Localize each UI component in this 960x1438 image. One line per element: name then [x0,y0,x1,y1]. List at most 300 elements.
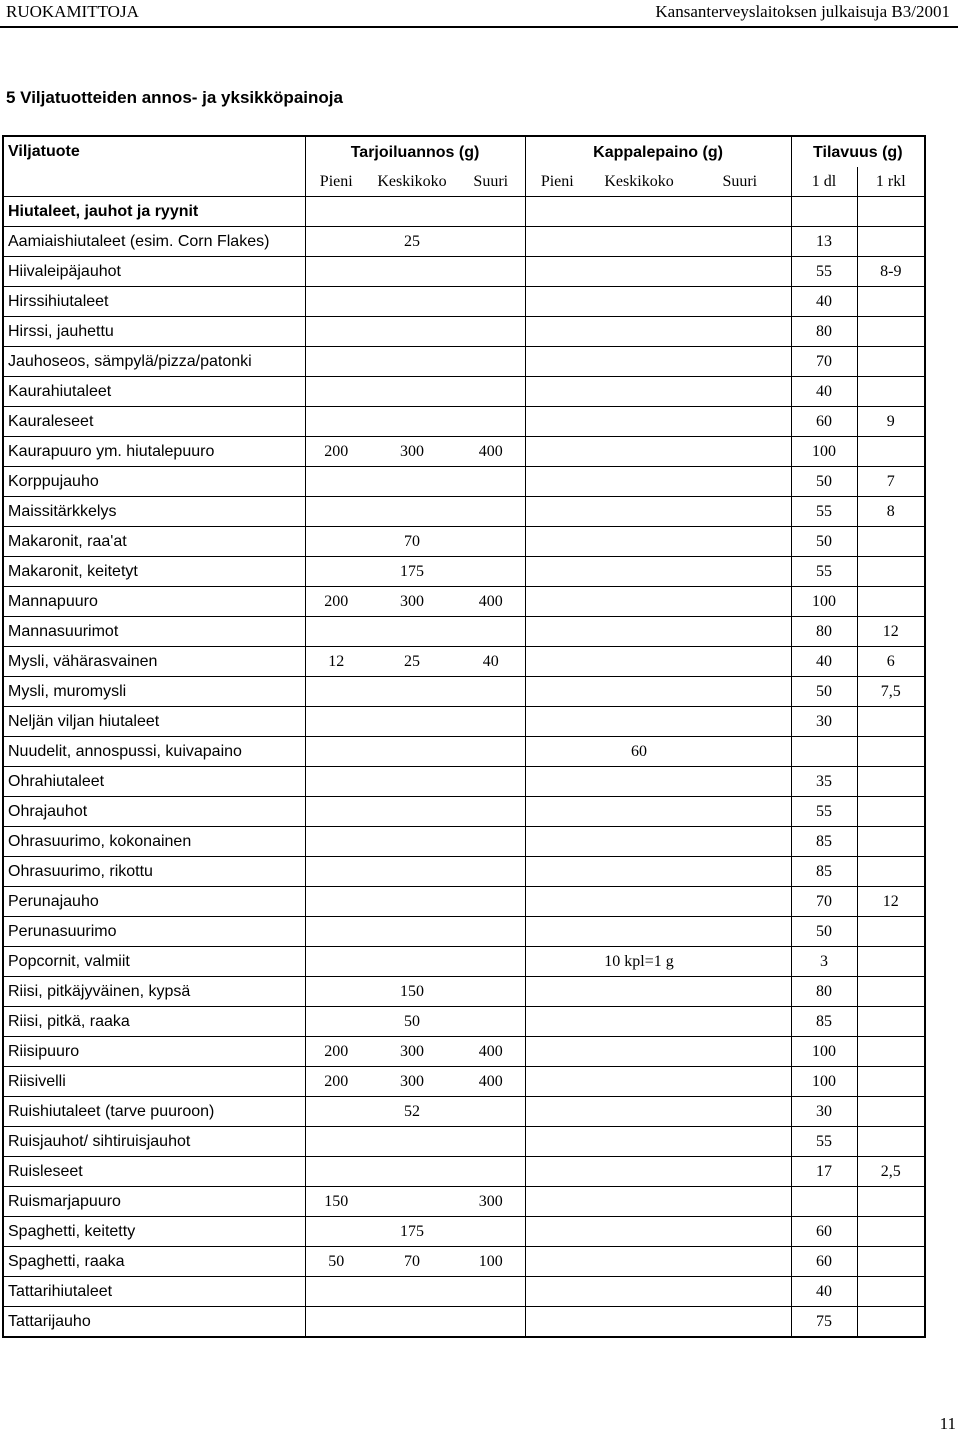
table-row [3,437,925,467]
value-cell [305,707,367,737]
value-cell [857,587,925,617]
value-cell [367,857,457,887]
value-cell [589,227,689,257]
value-cell [689,827,791,857]
value-cell [589,377,689,407]
value-cell: 10 kpl=1 g [589,947,689,977]
value-cell [689,1277,791,1307]
group-header-piece: Kappalepaino (g) [525,136,791,167]
value-cell [589,767,689,797]
table-row [3,917,925,947]
value-cell [457,947,525,977]
table-row [3,497,925,527]
value-cell [305,347,367,377]
table-row [3,1307,925,1338]
product-name-cell: Neljän viljan hiutaleet [3,707,305,737]
value-cell [589,647,689,677]
value-cell [305,1307,367,1338]
table-row [3,677,925,707]
product-name-cell: Hirssi, jauhettu [3,317,305,347]
value-cell [689,737,791,767]
product-name-cell: Ohrajauhot [3,797,305,827]
value-cell: 55 [791,797,857,827]
value-cell [525,1247,589,1277]
product-name-cell: Popcornit, valmiit [3,947,305,977]
value-cell [689,1037,791,1067]
table-row [3,527,925,557]
table-row [3,827,925,857]
value-cell [689,857,791,887]
value-cell: 70 [367,1247,457,1277]
value-cell [525,1127,589,1157]
value-cell [525,317,589,347]
value-cell: 60 [791,407,857,437]
value-cell [305,377,367,407]
subheader-cell: 1 rkl [857,167,925,197]
value-cell: 50 [791,677,857,707]
value-cell [689,527,791,557]
product-name-cell: Ohrasuurimo, kokonainen [3,827,305,857]
value-cell [689,977,791,1007]
value-cell: 50 [791,527,857,557]
table-row [3,1277,925,1307]
value-cell [589,527,689,557]
value-cell [589,1277,689,1307]
value-cell [525,857,589,887]
value-cell [457,227,525,257]
value-cell [305,317,367,347]
value-cell [457,857,525,887]
product-name-cell: Kaurahiutaleet [3,377,305,407]
value-cell [457,317,525,347]
value-cell [305,857,367,887]
value-cell [367,1127,457,1157]
value-cell [857,377,925,407]
value-cell [689,1127,791,1157]
value-cell [589,917,689,947]
value-cell [305,407,367,437]
value-cell [689,1067,791,1097]
value-cell [305,497,367,527]
value-cell [457,1007,525,1037]
value-cell: 13 [791,227,857,257]
value-cell [589,1157,689,1187]
value-cell: 300 [367,587,457,617]
value-cell [457,617,525,647]
table-row [3,557,925,587]
value-cell: 7 [857,467,925,497]
value-cell [689,1247,791,1277]
value-cell [857,347,925,377]
value-cell: 400 [457,1037,525,1067]
value-cell: 55 [791,1127,857,1157]
value-cell [305,287,367,317]
value-cell [689,557,791,587]
value-cell [367,827,457,857]
value-cell: 300 [367,1037,457,1067]
value-cell [589,887,689,917]
group-label: Hiutaleet, jauhot ja ryynit [3,197,305,227]
value-cell [305,737,367,767]
product-name-cell: Ohrasuurimo, rikottu [3,857,305,887]
value-cell [525,377,589,407]
value-cell [367,797,457,827]
value-cell: 150 [305,1187,367,1217]
group-header-serving: Tarjoiluannos (g) [305,136,525,167]
value-cell [457,827,525,857]
product-name-cell: Makaronit, raa'at [3,527,305,557]
value-cell: 30 [791,707,857,737]
value-cell [305,617,367,647]
value-cell [305,887,367,917]
value-cell [525,407,589,437]
value-cell [589,677,689,707]
value-cell [367,947,457,977]
value-cell [367,917,457,947]
value-cell [857,1037,925,1067]
value-cell [525,647,589,677]
value-cell [457,797,525,827]
product-name-cell: Tattarijauho [3,1307,305,1338]
value-cell [367,677,457,707]
product-name-cell: Riisivelli [3,1067,305,1097]
value-cell: 12 [305,647,367,677]
value-cell [689,317,791,347]
value-cell: 7,5 [857,677,925,707]
product-name-cell: Aamiaishiutaleet (esim. Corn Flakes) [3,227,305,257]
value-cell [457,917,525,947]
value-cell [589,707,689,737]
value-cell: 55 [791,257,857,287]
value-cell [305,467,367,497]
value-cell [525,1097,589,1127]
value-cell [589,1307,689,1338]
value-cell [457,527,525,557]
product-name-cell: Hiivaleipäjauhot [3,257,305,287]
value-cell [367,407,457,437]
value-cell: 8-9 [857,257,925,287]
value-cell [305,947,367,977]
value-cell: 40 [791,647,857,677]
value-cell: 100 [791,587,857,617]
value-cell [525,1187,589,1217]
value-cell [589,287,689,317]
value-cell [457,1157,525,1187]
value-cell: 100 [457,1247,525,1277]
group-row [3,197,925,227]
header-right: Kansanterveyslaitoksen julkaisuja B3/2001 [655,2,950,21]
product-name-cell: Riisipuuro [3,1037,305,1067]
value-cell: 17 [791,1157,857,1187]
value-cell [857,1067,925,1097]
value-cell: 200 [305,437,367,467]
table-row [3,287,925,317]
value-cell: 35 [791,767,857,797]
value-cell [525,947,589,977]
value-cell [689,647,791,677]
value-cell: 70 [791,887,857,917]
value-cell [689,1007,791,1037]
subheader-cell: Keskikoko [367,167,457,197]
value-cell [857,1127,925,1157]
value-cell [457,887,525,917]
value-cell [457,1277,525,1307]
value-cell [367,617,457,647]
value-cell [457,677,525,707]
value-cell: 100 [791,1067,857,1097]
product-name-cell: Mannasuurimot [3,617,305,647]
value-cell: 52 [367,1097,457,1127]
value-cell [367,317,457,347]
value-cell [689,887,791,917]
value-cell [857,317,925,347]
value-cell: 40 [791,287,857,317]
value-cell [689,377,791,407]
value-cell [857,1217,925,1247]
value-cell: 75 [791,1307,857,1338]
value-cell [589,497,689,527]
value-cell [457,1097,525,1127]
value-cell: 40 [791,1277,857,1307]
value-cell [589,1037,689,1067]
table-row [3,227,925,257]
value-cell [525,917,589,947]
value-cell [525,827,589,857]
value-cell [857,797,925,827]
value-cell [689,707,791,737]
table-row [3,797,925,827]
value-cell [525,767,589,797]
value-cell [589,1127,689,1157]
value-cell: 60 [589,737,689,767]
value-cell [857,737,925,767]
table-row [3,617,925,647]
value-cell [457,467,525,497]
value-cell: 70 [791,347,857,377]
value-cell: 55 [791,497,857,527]
value-cell [367,287,457,317]
value-cell [305,797,367,827]
value-cell [457,1307,525,1338]
product-name-cell: Mysli, muromysli [3,677,305,707]
value-cell [367,1277,457,1307]
product-name-cell: Perunajauho [3,887,305,917]
value-cell [305,1217,367,1247]
table-row [3,1037,925,1067]
value-cell [689,947,791,977]
value-cell [689,797,791,827]
value-cell [457,347,525,377]
value-cell [525,1307,589,1338]
value-cell [857,557,925,587]
value-cell [305,557,367,587]
value-cell [457,407,525,437]
value-cell [525,467,589,497]
product-name-cell: Jauhoseos, sämpylä/pizza/patonki [3,347,305,377]
value-cell [689,1097,791,1127]
value-cell [689,227,791,257]
value-cell [857,767,925,797]
subheader-cell: 1 dl [791,167,857,197]
value-cell [367,767,457,797]
value-cell: 40 [457,647,525,677]
value-cell [457,977,525,1007]
value-cell [689,497,791,527]
value-cell [857,437,925,467]
product-name-cell: Hirssihiutaleet [3,287,305,317]
value-cell [305,827,367,857]
value-cell [457,497,525,527]
value-cell [525,1277,589,1307]
value-cell [689,407,791,437]
col-header-product: Viljatuote [3,136,305,197]
value-cell [457,377,525,407]
value-cell [857,287,925,317]
value-cell [525,1037,589,1067]
table-row [3,1187,925,1217]
value-cell: 100 [791,437,857,467]
table-row [3,707,925,737]
value-cell [367,347,457,377]
value-cell: 100 [791,1037,857,1067]
subheader-cell: Pieni [305,167,367,197]
value-cell: 55 [791,557,857,587]
value-cell: 85 [791,827,857,857]
value-cell [367,737,457,767]
value-cell [689,1217,791,1247]
table-row [3,1007,925,1037]
table-row [3,1217,925,1247]
table-row [3,257,925,287]
table-row [3,737,925,767]
value-cell [689,1307,791,1338]
value-cell [457,707,525,737]
value-cell [525,887,589,917]
value-cell: 8 [857,497,925,527]
page-number: 11 [939,1414,956,1433]
value-cell [525,797,589,827]
product-name-cell: Perunasuurimo [3,917,305,947]
value-cell [689,437,791,467]
value-cell [689,767,791,797]
value-cell: 175 [367,557,457,587]
value-cell [525,1067,589,1097]
value-cell [305,1007,367,1037]
value-cell: 50 [791,467,857,497]
value-cell [525,437,589,467]
product-name-cell: Nuudelit, annospussi, kuivapaino [3,737,305,767]
value-cell [525,617,589,647]
value-cell: 175 [367,1217,457,1247]
value-cell [367,257,457,287]
value-cell: 200 [305,1037,367,1067]
table-header-row [3,136,925,167]
section-title: 5 Viljatuotteiden annos- ja yksikköpainoja [6,88,343,107]
value-cell [589,587,689,617]
value-cell [689,257,791,287]
value-cell [689,1157,791,1187]
value-cell [857,857,925,887]
value-cell [857,1247,925,1277]
value-cell [525,587,589,617]
table-row [3,647,925,677]
value-cell [457,557,525,587]
value-cell [857,527,925,557]
product-name-cell: Korppujauho [3,467,305,497]
value-cell [689,677,791,707]
value-cell [525,707,589,737]
value-cell [589,1097,689,1127]
value-cell: 400 [457,437,525,467]
value-cell: 50 [305,1247,367,1277]
value-cell [689,587,791,617]
value-cell [857,1007,925,1037]
value-cell [525,737,589,767]
value-cell [857,1097,925,1127]
product-name-cell: Ruismarjapuuro [3,1187,305,1217]
value-cell [305,527,367,557]
value-cell [525,677,589,707]
value-cell [457,767,525,797]
value-cell: 150 [367,977,457,1007]
value-cell [525,527,589,557]
header-rule [0,26,958,28]
value-cell [457,737,525,767]
product-name-cell: Mysli, vähärasvainen [3,647,305,677]
value-cell [857,947,925,977]
value-cell [589,347,689,377]
value-cell [305,1097,367,1127]
page-header [0,0,960,26]
value-cell [689,917,791,947]
subheader-cell: Keskikoko [589,167,689,197]
value-cell: 200 [305,587,367,617]
value-cell [457,1127,525,1157]
value-cell [367,467,457,497]
value-cell [525,287,589,317]
value-cell: 300 [367,437,457,467]
product-name-cell: Spaghetti, raaka [3,1247,305,1277]
table-row [3,467,925,497]
table-row [3,887,925,917]
value-cell [589,1247,689,1277]
value-cell: 40 [791,377,857,407]
value-cell [367,1307,457,1338]
value-cell [689,1187,791,1217]
table-row [3,377,925,407]
table-row [3,977,925,1007]
value-cell [305,227,367,257]
table-row [3,857,925,887]
value-cell [367,497,457,527]
table-row [3,407,925,437]
value-cell [367,887,457,917]
value-cell [525,257,589,287]
product-name-cell: Makaronit, keitetyt [3,557,305,587]
value-cell [589,407,689,437]
value-cell: 200 [305,1067,367,1097]
table-row [3,1067,925,1097]
value-cell [589,977,689,1007]
value-cell: 85 [791,857,857,887]
value-cell [305,917,367,947]
value-cell: 300 [367,1067,457,1097]
value-cell: 80 [791,617,857,647]
value-cell [857,1307,925,1338]
value-cell [305,977,367,1007]
value-cell [589,857,689,887]
value-cell [457,1217,525,1247]
